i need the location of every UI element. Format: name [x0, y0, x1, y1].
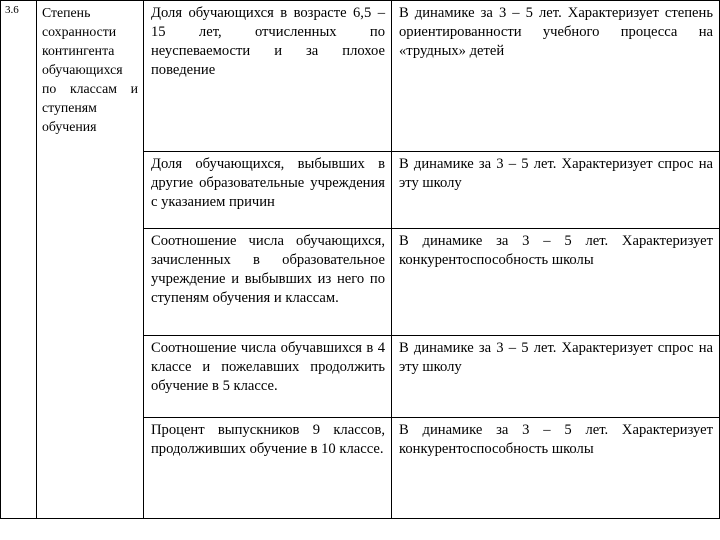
indicator-cell: Доля обучающихся в возрасте 6,5 – 15 лет, отчисленных по неуспеваемости и за плохое поведение — [144, 1, 392, 152]
description-cell: В динамике за 3 – 5 лет. Характеризует степень ориентированности учебного процесса на «трудных» детей — [392, 1, 720, 152]
criterion-cell: Степень сохранности контингента обучающихся по классам и ступеням обучения — [37, 1, 144, 519]
indicator-cell: Соотношение числа обучающихся, зачисленных в образовательное учреждение и выбывших из него по ступеням обучения и классам. — [144, 229, 392, 336]
table-row — [1, 1, 720, 152]
description-cell: В динамике за 3 – 5 лет. Характеризует конкурентоспособность школы — [392, 229, 720, 336]
indicator-cell: Доля обучающихся, выбывших в другие образовательные учреждения с указанием причин — [144, 152, 392, 229]
section-number: 3.6 — [1, 1, 37, 519]
indicator-cell: Процент выпускников 9 классов, продолживших обучение в 10 классе. — [144, 418, 392, 519]
description-cell: В динамике за 3 – 5 лет. Характеризует конкурентоспособность школы — [392, 418, 720, 519]
description-cell: В динамике за 3 – 5 лет. Характеризует спрос на эту школу — [392, 336, 720, 418]
description-cell: В динамике за 3 – 5 лет. Характеризует спрос на эту школу — [392, 152, 720, 229]
indicator-cell: Соотношение числа обучавшихся в 4 классе и пожелавших продолжить обучение в 5 классе. — [144, 336, 392, 418]
